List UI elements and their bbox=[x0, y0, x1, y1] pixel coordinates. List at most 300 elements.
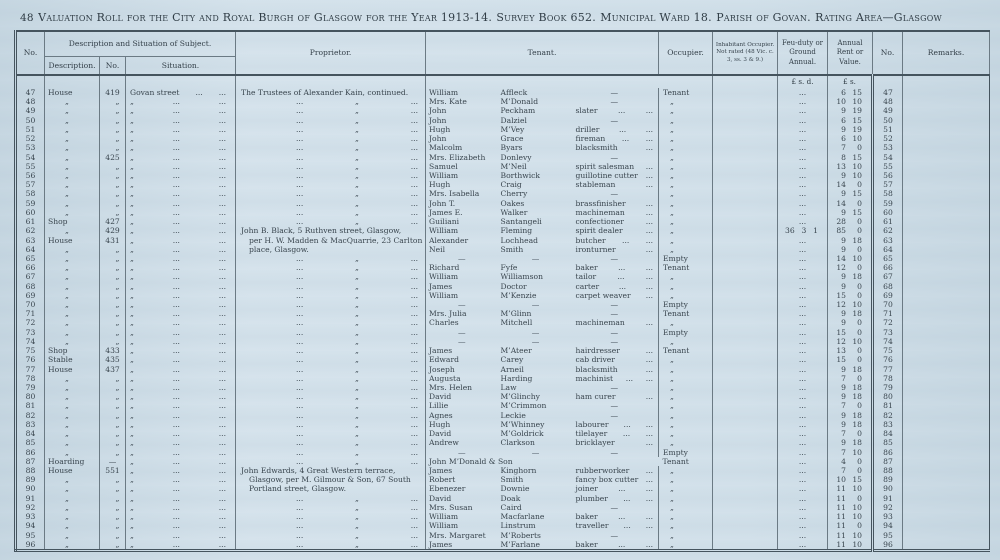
tenant-forename-cell: Andrew bbox=[429, 438, 459, 448]
leader-dots: ... bbox=[218, 235, 226, 245]
ditto-mark: „ bbox=[130, 97, 134, 107]
situation-cell bbox=[126, 245, 236, 254]
remarks-cell bbox=[903, 448, 990, 457]
rent-shillings: 0 bbox=[857, 327, 863, 337]
tenant-forename-cell: James bbox=[429, 539, 453, 549]
tenant-occupation-cell bbox=[574, 236, 659, 245]
row-number-left: 83 bbox=[16, 420, 45, 429]
leader-dots: ... bbox=[645, 124, 654, 134]
leader-dots: ... bbox=[218, 493, 226, 503]
inhabitant-occupier-cell bbox=[713, 429, 778, 438]
tenant-surname-cell: M’Goldrick bbox=[500, 429, 544, 439]
remarks-cell bbox=[903, 180, 990, 189]
situation-cell bbox=[126, 457, 236, 466]
leader-dots: ... bbox=[296, 309, 304, 319]
proprietor-cell bbox=[236, 153, 426, 162]
occupier-status-cell: Tenant bbox=[659, 309, 713, 318]
rent-pounds: 6 bbox=[841, 115, 847, 125]
description-cell: „ bbox=[45, 106, 100, 115]
ditto-mark: „ bbox=[355, 327, 359, 337]
situation-cell bbox=[126, 346, 236, 355]
inhabitant-occupier-cell bbox=[713, 171, 778, 180]
proprietor-cell bbox=[236, 282, 426, 291]
tenant-surname-cell: — bbox=[531, 253, 540, 263]
annual-rent-cell bbox=[828, 236, 873, 245]
col-header-occupier: Occupier. bbox=[659, 31, 713, 75]
leader-dots: ... bbox=[172, 134, 180, 144]
tenant-occupation-cell bbox=[574, 180, 659, 189]
row-number-left: 62 bbox=[16, 226, 45, 235]
table-row bbox=[16, 282, 990, 291]
proprietor-cell bbox=[236, 134, 426, 143]
rent-pounds: 12 bbox=[836, 300, 847, 310]
occupier-status-cell: Tenant bbox=[659, 263, 713, 272]
tenant-occupation-cell bbox=[574, 291, 659, 300]
remarks-cell bbox=[903, 125, 990, 134]
tenant-surname-cell: Grace bbox=[500, 134, 524, 144]
cell-text: — bbox=[610, 447, 619, 457]
ditto-mark: „ bbox=[130, 253, 134, 263]
rent-shillings: 15 bbox=[852, 115, 863, 125]
remarks-cell bbox=[903, 392, 990, 401]
ditto-mark: „ bbox=[130, 346, 134, 356]
rating-area-label: Rating Area—Glasgow bbox=[815, 11, 942, 24]
leader-dots: ... bbox=[618, 263, 626, 273]
rent-pounds: 9 bbox=[841, 189, 847, 199]
leader-dots: ... bbox=[296, 318, 304, 328]
inhabitant-occupier-cell bbox=[713, 411, 778, 420]
feu-duty-cell: ... bbox=[778, 272, 828, 281]
cell-text: 3 bbox=[801, 226, 807, 236]
inhabitant-occupier-cell bbox=[713, 272, 778, 281]
row-number-left: 91 bbox=[16, 494, 45, 503]
row-number-right: 51 bbox=[873, 125, 903, 134]
remarks-cell bbox=[903, 355, 990, 364]
rent-shillings: 18 bbox=[852, 235, 863, 245]
rent-shillings: 0 bbox=[857, 318, 863, 328]
description-cell: „ bbox=[45, 309, 100, 318]
table-row bbox=[16, 318, 990, 327]
rent-shillings: 18 bbox=[852, 383, 863, 392]
col-header-description-group: Description and Situation of Subject. bbox=[45, 31, 236, 57]
leader-dots: ... bbox=[218, 475, 226, 485]
leader-dots: ... bbox=[625, 373, 634, 383]
description-cell: „ bbox=[45, 328, 100, 337]
inhabitant-occupier-cell bbox=[713, 282, 778, 291]
table-row bbox=[16, 374, 990, 383]
remarks-cell bbox=[903, 282, 990, 291]
situation-cell bbox=[126, 475, 236, 484]
occupier-status-cell: Empty bbox=[659, 300, 713, 309]
tenant-forename-cell: Malcolm bbox=[429, 143, 463, 153]
street-number-cell: „ bbox=[100, 282, 126, 291]
ditto-mark: „ bbox=[130, 281, 134, 291]
row-number-left: 73 bbox=[16, 328, 45, 337]
leader-dots: ... bbox=[218, 309, 226, 319]
leader-dots: ... bbox=[218, 429, 226, 439]
leader-dots: ... bbox=[410, 124, 419, 134]
leader-dots: ... bbox=[618, 106, 626, 116]
annual-rent-cell bbox=[828, 346, 873, 355]
remarks-cell bbox=[903, 457, 990, 466]
proprietor-cell bbox=[236, 512, 426, 521]
leader-dots: ... bbox=[410, 364, 419, 374]
situation-cell bbox=[126, 254, 236, 263]
valuation-table bbox=[14, 30, 990, 552]
description-cell: „ bbox=[45, 521, 100, 530]
cell-text: 1 bbox=[813, 226, 818, 236]
leader-dots: ... bbox=[218, 512, 226, 522]
leader-dots: ... bbox=[296, 272, 304, 282]
leader-dots: ... bbox=[172, 143, 180, 153]
street-number-cell: „ bbox=[100, 494, 126, 503]
leader-dots: ... bbox=[218, 364, 226, 374]
leader-dots: ... bbox=[218, 465, 226, 475]
feu-duty-cell: ... bbox=[778, 263, 828, 272]
leader-dots: ... bbox=[296, 161, 304, 171]
row-number-right: 56 bbox=[873, 171, 903, 180]
description-cell: „ bbox=[45, 475, 100, 484]
tenant-occupation-cell bbox=[574, 254, 659, 263]
leader-dots: ... bbox=[172, 106, 180, 116]
row-number-right: 80 bbox=[873, 392, 903, 401]
description-cell: „ bbox=[45, 374, 100, 383]
tenant-surname-cell: Kinghorn bbox=[500, 465, 537, 475]
leader-dots: ... bbox=[296, 373, 304, 383]
feu-duty-cell: ... bbox=[778, 106, 828, 115]
street-number-cell: „ bbox=[100, 116, 126, 125]
situation-cell bbox=[126, 365, 236, 374]
leader-dots: ... bbox=[218, 539, 226, 549]
rent-shillings: 0 bbox=[857, 180, 863, 190]
rent-shillings: 0 bbox=[857, 521, 863, 531]
description-cell: „ bbox=[45, 116, 100, 125]
tenant-occupation-cell bbox=[574, 401, 659, 410]
street-number-cell: „ bbox=[100, 254, 126, 263]
street-number-cell: „ bbox=[100, 300, 126, 309]
occupier-status-cell: „ bbox=[659, 337, 713, 346]
leader-dots: ... bbox=[218, 198, 226, 208]
description-cell: „ bbox=[45, 263, 100, 272]
row-number-left: 49 bbox=[16, 106, 45, 115]
rent-shillings: 0 bbox=[857, 244, 863, 254]
leader-dots: ... bbox=[410, 97, 419, 107]
leader-dots: ... bbox=[172, 502, 180, 512]
ditto-mark: „ bbox=[130, 189, 134, 199]
ditto-mark: „ bbox=[130, 539, 134, 549]
ditto-mark: „ bbox=[355, 253, 359, 263]
rent-pounds: 28 bbox=[836, 217, 847, 227]
street-number-cell: „ bbox=[100, 337, 126, 346]
leader-dots: ... bbox=[218, 217, 226, 227]
leader-dots: ... bbox=[172, 336, 180, 346]
rent-shillings: 15 bbox=[852, 152, 863, 162]
feu-duty-cell: ... bbox=[778, 254, 828, 263]
tenant-occupation-cell bbox=[574, 484, 659, 493]
leader-dots: ... bbox=[410, 180, 419, 190]
description-cell: „ bbox=[45, 226, 100, 235]
inhabitant-occupier-cell bbox=[713, 365, 778, 374]
cell-text: bricklayer bbox=[575, 438, 615, 448]
leader-dots: ... bbox=[218, 438, 226, 448]
description-cell: „ bbox=[45, 512, 100, 521]
occupier-status-cell: „ bbox=[659, 189, 713, 198]
ditto-mark: „ bbox=[355, 493, 359, 503]
feu-duty-cell: ... bbox=[778, 88, 828, 97]
leader-dots: ... bbox=[218, 300, 226, 310]
leader-dots: ... bbox=[410, 106, 419, 116]
description-cell: „ bbox=[45, 272, 100, 281]
street-number-cell: 437 bbox=[100, 365, 126, 374]
inhabitant-occupier-cell bbox=[713, 448, 778, 457]
row-number-right: 81 bbox=[873, 401, 903, 410]
remarks-cell bbox=[903, 116, 990, 125]
rent-shillings: 0 bbox=[857, 263, 863, 273]
proprietor-cell bbox=[236, 143, 426, 152]
leader-dots: ... bbox=[296, 438, 304, 448]
remarks-cell bbox=[903, 318, 990, 327]
col-header-tenant: Tenant. bbox=[426, 31, 659, 75]
ditto-mark: „ bbox=[355, 364, 359, 374]
leader-dots: ... bbox=[172, 152, 180, 162]
row-number-right: 94 bbox=[873, 521, 903, 530]
ditto-mark: „ bbox=[130, 438, 134, 448]
tenant-forename-cell: Neil bbox=[429, 244, 446, 254]
situation-cell bbox=[126, 88, 236, 97]
rent-pounds: 6 bbox=[841, 88, 847, 97]
tenant-forename-cell: Hugh bbox=[429, 180, 451, 190]
rent-pounds: 12 bbox=[836, 336, 847, 346]
occupier-status-cell: „ bbox=[659, 420, 713, 429]
proprietor-cell bbox=[236, 531, 426, 540]
tenant-surname-cell: M’Crimmon bbox=[500, 401, 547, 411]
table-row bbox=[16, 291, 990, 300]
leader-dots: ... bbox=[410, 410, 419, 420]
rent-shillings: 10 bbox=[852, 539, 863, 549]
cell-text: — bbox=[610, 502, 619, 512]
leader-dots: ... bbox=[218, 189, 226, 199]
rent-pounds: 9 bbox=[841, 438, 847, 448]
tenant-occupation-cell bbox=[574, 337, 659, 346]
cell-text: — bbox=[610, 336, 619, 346]
rent-shillings: 10 bbox=[852, 300, 863, 310]
inhabitant-occupier-cell bbox=[713, 401, 778, 410]
proprietor-cell bbox=[236, 448, 426, 457]
ditto-mark: „ bbox=[130, 263, 134, 273]
situation-cell bbox=[126, 374, 236, 383]
col-header-feu-duty: Feu-duty or Ground Annual. bbox=[778, 31, 828, 75]
leader-dots: ... bbox=[172, 115, 180, 125]
leader-dots: ... bbox=[410, 318, 419, 328]
leader-dots: ... bbox=[218, 170, 226, 180]
annual-rent-cell bbox=[828, 484, 873, 493]
cell-text: — bbox=[610, 97, 619, 107]
remarks-cell bbox=[903, 365, 990, 374]
leader-dots: ... bbox=[172, 475, 180, 485]
ditto-mark: „ bbox=[355, 502, 359, 512]
tenant-occupation-cell bbox=[574, 134, 659, 143]
ditto-mark: „ bbox=[355, 383, 359, 392]
occupier-status-cell: „ bbox=[659, 475, 713, 484]
tenant-forename-cell: — bbox=[457, 327, 466, 337]
leader-dots: ... bbox=[645, 512, 654, 522]
tenant-occupation-cell bbox=[574, 328, 659, 337]
situation-cell bbox=[126, 521, 236, 530]
annual-rent-cell bbox=[828, 162, 873, 171]
remarks-cell bbox=[903, 420, 990, 429]
street-number-cell: „ bbox=[100, 420, 126, 429]
feu-duty-cell: ... bbox=[778, 236, 828, 245]
feu-duty-cell: ... bbox=[778, 97, 828, 106]
leader-dots: ... bbox=[645, 226, 654, 236]
situation-cell bbox=[126, 143, 236, 152]
remarks-cell bbox=[903, 291, 990, 300]
rent-shillings: 18 bbox=[852, 392, 863, 402]
annual-rent-cell bbox=[828, 540, 873, 551]
tenant-forename-cell: John bbox=[429, 106, 447, 116]
tenant-occupation-cell bbox=[574, 226, 659, 235]
annual-rent-cell bbox=[828, 392, 873, 401]
row-number-left: 82 bbox=[16, 411, 45, 420]
occupier-status-cell: Tenant bbox=[659, 457, 713, 466]
situation-cell bbox=[126, 199, 236, 208]
leader-dots: ... bbox=[296, 539, 304, 549]
cell-text: carter bbox=[575, 281, 600, 291]
tenant-forename-cell: Mrs. Helen bbox=[429, 383, 473, 392]
street-number-cell: „ bbox=[100, 503, 126, 512]
cell-text: traveller bbox=[575, 521, 609, 531]
inhabitant-occupier-cell bbox=[713, 199, 778, 208]
ditto-mark: „ bbox=[130, 484, 134, 494]
remarks-cell bbox=[903, 374, 990, 383]
leader-dots: ... bbox=[410, 161, 419, 171]
description-cell: „ bbox=[45, 171, 100, 180]
rent-pounds: 11 bbox=[836, 539, 847, 549]
table-head bbox=[16, 31, 990, 75]
tenant-surname-cell: Harding bbox=[500, 373, 533, 383]
tenant-forename-cell: James bbox=[429, 465, 453, 475]
annual-rent-cell bbox=[828, 383, 873, 392]
situation-cell bbox=[126, 226, 236, 235]
leader-dots: ... bbox=[172, 327, 180, 337]
ditto-mark: „ bbox=[130, 410, 134, 420]
situation-cell bbox=[126, 217, 236, 226]
leader-dots: ... bbox=[172, 373, 180, 383]
street-number-cell: 427 bbox=[100, 217, 126, 226]
row-number-right: 89 bbox=[873, 475, 903, 484]
row-number-left: 85 bbox=[16, 438, 45, 447]
row-number-right: 85 bbox=[873, 438, 903, 447]
table-row bbox=[16, 309, 990, 318]
row-number-right: 95 bbox=[873, 531, 903, 540]
table-row bbox=[16, 429, 990, 438]
leader-dots: ... bbox=[410, 309, 419, 319]
remarks-cell bbox=[903, 337, 990, 346]
leader-dots: ... bbox=[645, 106, 654, 116]
leader-dots: ... bbox=[410, 263, 419, 273]
remarks-cell bbox=[903, 153, 990, 162]
leader-dots: ... bbox=[410, 152, 419, 162]
row-number-left: 56 bbox=[16, 171, 45, 180]
description-cell: „ bbox=[45, 438, 100, 447]
leader-dots: ... bbox=[296, 281, 304, 291]
situation-cell bbox=[126, 189, 236, 198]
leader-dots: ... bbox=[172, 198, 180, 208]
tenant-occupation-cell bbox=[574, 512, 659, 521]
leader-dots: ... bbox=[172, 383, 180, 392]
street-number-cell: „ bbox=[100, 171, 126, 180]
leader-dots: ... bbox=[172, 124, 180, 134]
table-row bbox=[16, 337, 990, 346]
situation-cell bbox=[126, 309, 236, 318]
occupier-status-cell: „ bbox=[659, 162, 713, 171]
occupier-status-cell: „ bbox=[659, 134, 713, 143]
cell-text: blacksmith bbox=[575, 364, 618, 374]
situation-cell bbox=[126, 282, 236, 291]
row-number-right: 58 bbox=[873, 189, 903, 198]
leader-dots: ... bbox=[410, 355, 419, 365]
tenant-forename-cell: William bbox=[429, 290, 459, 300]
cell-text: brassfinisher bbox=[575, 198, 626, 208]
ditto-mark: „ bbox=[130, 143, 134, 153]
leader-dots: ... bbox=[296, 143, 304, 153]
cell-text: baker bbox=[575, 539, 598, 549]
occupier-status-cell: „ bbox=[659, 374, 713, 383]
leader-dots: ... bbox=[218, 152, 226, 162]
rent-shillings: 0 bbox=[857, 143, 863, 153]
feu-duty-cell: ... bbox=[778, 448, 828, 457]
table-row bbox=[16, 97, 990, 106]
annual-rent-cell bbox=[828, 494, 873, 503]
rent-currency-label: £ s. bbox=[843, 77, 856, 86]
rent-shillings: 10 bbox=[852, 97, 863, 107]
remarks-cell bbox=[903, 346, 990, 355]
tenant-occupation-cell bbox=[574, 125, 659, 134]
remarks-cell bbox=[903, 429, 990, 438]
inhabitant-occupier-cell bbox=[713, 226, 778, 235]
rent-shillings: 0 bbox=[857, 346, 863, 356]
feu-duty-cell: ... bbox=[778, 438, 828, 447]
tenant-forename-cell: Charles bbox=[429, 318, 459, 328]
proprietor-cell bbox=[236, 365, 426, 374]
leader-dots: ... bbox=[218, 226, 226, 236]
inhabitant-occupier-cell bbox=[713, 337, 778, 346]
row-number-right: 68 bbox=[873, 282, 903, 291]
inhabitant-occupier-cell bbox=[713, 245, 778, 254]
proprietor-cell bbox=[236, 429, 426, 438]
inhabitant-occupier-cell bbox=[713, 494, 778, 503]
street-number-cell: „ bbox=[100, 448, 126, 457]
cell-text: — bbox=[610, 115, 619, 125]
tenant-surname-cell: Affleck bbox=[500, 88, 528, 97]
ditto-mark: „ bbox=[130, 392, 134, 402]
table-row bbox=[16, 254, 990, 263]
inhabitant-occupier-cell bbox=[713, 503, 778, 512]
street-number-cell: „ bbox=[100, 392, 126, 401]
ditto-mark: „ bbox=[355, 373, 359, 383]
description-cell: House bbox=[45, 466, 100, 475]
tenant-forename-cell: — bbox=[457, 253, 466, 263]
annual-rent-cell bbox=[828, 355, 873, 364]
street-number-cell: 429 bbox=[100, 226, 126, 235]
remarks-cell bbox=[903, 411, 990, 420]
tenant-surname-cell: M’Farlane bbox=[500, 539, 540, 549]
leader-dots: ... bbox=[410, 143, 419, 153]
remarks-cell bbox=[903, 309, 990, 318]
tenant-forename-cell: Alexander bbox=[429, 235, 469, 245]
row-number-right: 52 bbox=[873, 134, 903, 143]
row-number-left: 51 bbox=[16, 125, 45, 134]
